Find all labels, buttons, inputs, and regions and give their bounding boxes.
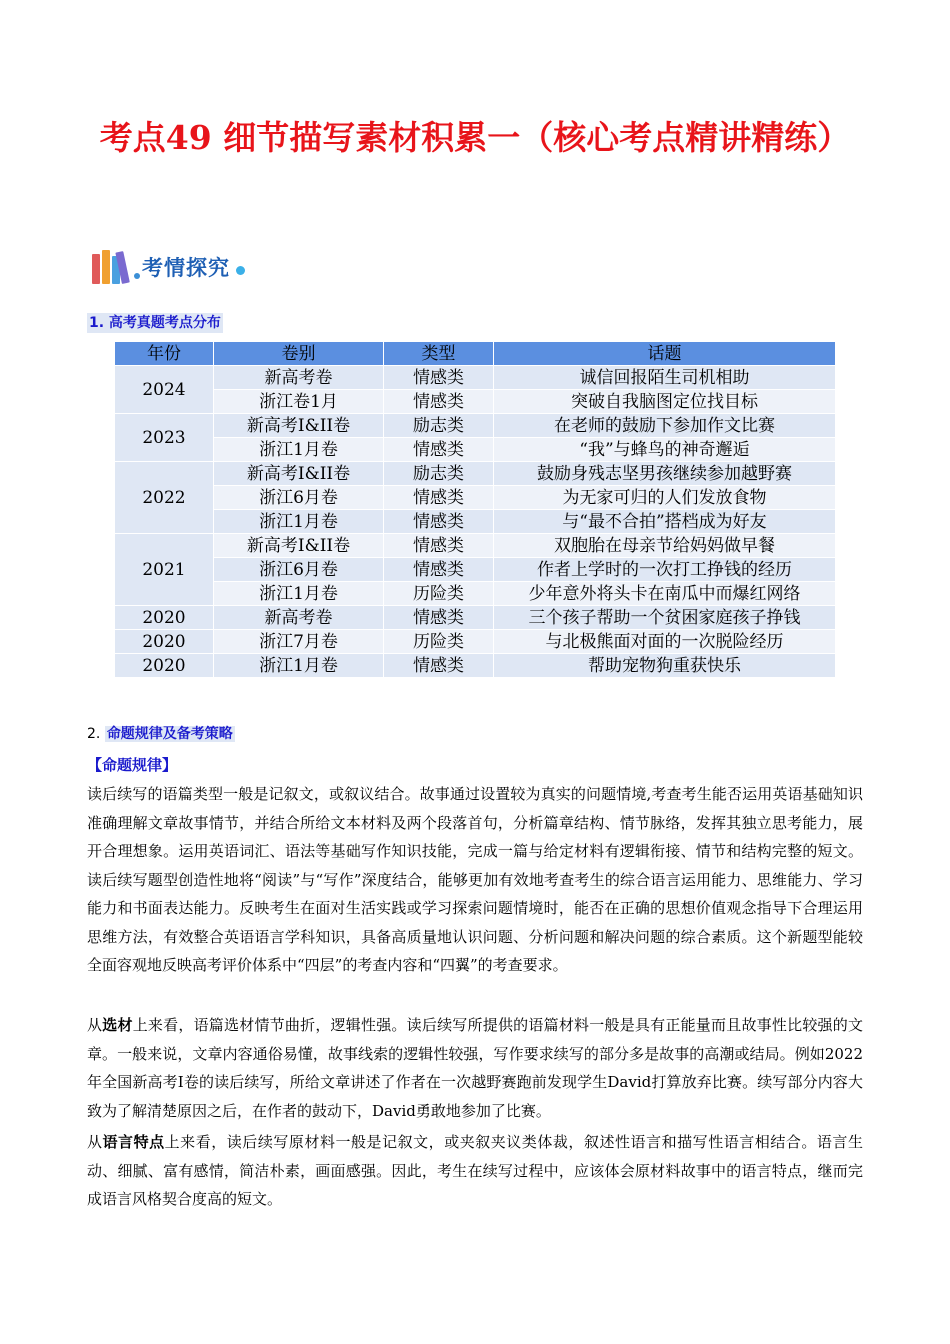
text-run: 上来看，语篇选材情节曲折，逻辑性强。读后续写所提供的语篇材料一般是具有正能量而且故事性比较强的文章。一般来说，文章内容通俗易懂，故事线索的逻辑性较强，写作要求续写的部分多是故事的高潮或结局。例如2022年全国新高考I卷的读后续写，所给文章讲述了作者在一次越野赛跑前发现学生David打算放弃比赛。续写部分内容大致为了解清楚原因之后，在作者的鼓动下，David勇敢地参加了比赛。: [87, 1016, 863, 1120]
year-cell: 2022: [115, 462, 214, 534]
topic-cell: 三个孩子帮助一个贫困家庭孩子挣钱: [494, 606, 836, 630]
page-title: 考点49 细节描写素材积累一（核心考点精讲精练）: [99, 118, 851, 157]
paper-cell: 新高考卷: [214, 366, 384, 390]
table-row: [115, 366, 836, 390]
paper-cell: 浙江6月卷: [214, 558, 384, 582]
year-cell: 2023: [115, 414, 214, 462]
type-cell: 情感类: [384, 390, 494, 414]
books-icon: [92, 250, 132, 284]
badge-label: 考情探究: [142, 256, 230, 280]
topic-cell: 诚信回报陌生司机相助: [494, 366, 836, 390]
type-cell: 情感类: [384, 654, 494, 678]
section-number: 2.: [87, 726, 101, 742]
paper-cell: 新高考I&II卷: [214, 414, 384, 438]
year-cell: 2020: [115, 654, 214, 678]
year-cell: 2020: [115, 630, 214, 654]
table-header-row: [115, 342, 836, 366]
table-row: [115, 654, 836, 678]
table-row: [115, 606, 836, 630]
section-title: 命题规律及备考策略: [106, 726, 233, 742]
table-row: [115, 486, 836, 510]
paper-cell: 浙江1月卷: [214, 582, 384, 606]
table-row: [115, 534, 836, 558]
bold-term: 选材: [102, 1016, 133, 1034]
table-header: 卷别: [214, 342, 384, 366]
type-cell: 情感类: [384, 366, 494, 390]
paper-cell: 浙江1月卷: [214, 510, 384, 534]
section-heading-2: [87, 724, 235, 744]
paragraph-2: [87, 1011, 863, 1125]
type-cell: 情感类: [384, 558, 494, 582]
table-body: [115, 366, 836, 678]
table-row: [115, 582, 836, 606]
text-run: 上来看，读后续写原材料一般是记叙文，或夹叙夹议类体裁，叙述性语言和描写性语言相结合。语言生动、细腻、富有感情，简洁朴素，画面感强。因此，考生在续写过程中，应该体会原材料故事中的语言特点，继而完成语言风格契合度高的短文。: [87, 1133, 863, 1208]
section-badge: [92, 247, 245, 287]
exam-distribution-table: [114, 341, 836, 678]
type-cell: 情感类: [384, 486, 494, 510]
topic-cell: 为无家可归的人们发放食物: [494, 486, 836, 510]
paper-cell: 浙江1月卷: [214, 438, 384, 462]
topic-cell: 双胞胎在母亲节给妈妈做早餐: [494, 534, 836, 558]
bold-term: 语言特点: [102, 1133, 165, 1151]
table-row: [115, 390, 836, 414]
type-cell: 励志类: [384, 462, 494, 486]
topic-cell: 作者上学时的一次打工挣钱的经历: [494, 558, 836, 582]
topic-cell: “我”与蜂鸟的神奇邂逅: [494, 438, 836, 462]
dot-icon: [134, 273, 140, 279]
table-row: [115, 558, 836, 582]
paper-cell: 浙江7月卷: [214, 630, 384, 654]
paragraph-3: [87, 1128, 863, 1214]
table-header: 年份: [115, 342, 214, 366]
topic-cell: 少年意外将头卡在南瓜中而爆红网络: [494, 582, 836, 606]
type-cell: 情感类: [384, 510, 494, 534]
type-cell: 情感类: [384, 534, 494, 558]
paragraph-1: 读后续写的语篇类型一般是记叙文，或叙议结合。故事通过设置较为真实的问题情境,考查考生能否运用英语基础知识准确理解文章故事情节，并结合所给文本材料及两个段落首句，分析篇章结构、情节脉络，发挥其独立思考能力，展开合理想象。运用英语词汇、语法等基础写作知识技能，完成一篇与给定材料有逻辑衔接、情节和结构完整的短文。读后续写题型创造性地将“阅读”与“写作”深度结合，能够更加有效地考查考生的综合语言运用能力、思维能力、学习能力和书面表达能力。反映考生在面对生活实践或学习探索问题情境时，能否在正确的思想价值观念指导下合理运用思维方法，有效整合英语语言学科知识，具备高质量地认识问题、分析问题和解决问题的综合素质。这个新题型能较全面容观地反映高考评价体系中“四层”的考查内容和“四翼”的考查要求。: [87, 785, 863, 974]
year-cell: 2021: [115, 534, 214, 606]
text-run: 从: [87, 1016, 103, 1034]
paper-cell: 新高考I&II卷: [214, 534, 384, 558]
table-row: [115, 462, 836, 486]
topic-cell: 在老师的鼓励下参加作文比赛: [494, 414, 836, 438]
type-cell: 励志类: [384, 414, 494, 438]
paper-cell: 浙江1月卷: [214, 654, 384, 678]
dot-icon: [236, 266, 245, 275]
paper-cell: 浙江卷1月: [214, 390, 384, 414]
type-cell: 历险类: [384, 582, 494, 606]
paper-cell: 新高考I&II卷: [214, 462, 384, 486]
topic-cell: 与北极熊面对面的一次脱险经历: [494, 630, 836, 654]
rule-label: 【命题规律】: [87, 756, 178, 774]
table-row: [115, 414, 836, 438]
paper-cell: 新高考卷: [214, 606, 384, 630]
table-header: 话题: [494, 342, 836, 366]
paper-cell: 浙江6月卷: [214, 486, 384, 510]
type-cell: 情感类: [384, 438, 494, 462]
table-row: [115, 510, 836, 534]
table-row: [115, 438, 836, 462]
table-row: [115, 630, 836, 654]
type-cell: 情感类: [384, 606, 494, 630]
year-cell: 2024: [115, 366, 214, 414]
topic-cell: 与“最不合拍”搭档成为好友: [494, 510, 836, 534]
topic-cell: 帮助宠物狗重获快乐: [494, 654, 836, 678]
type-cell: 历险类: [384, 630, 494, 654]
text-run: 从: [87, 1133, 103, 1151]
table-header: 类型: [384, 342, 494, 366]
year-cell: 2020: [115, 606, 214, 630]
topic-cell: 鼓励身残志坚男孩继续参加越野赛: [494, 462, 836, 486]
topic-cell: 突破自我脑图定位找目标: [494, 390, 836, 414]
section-heading-1: 1. 高考真题考点分布: [89, 315, 221, 331]
